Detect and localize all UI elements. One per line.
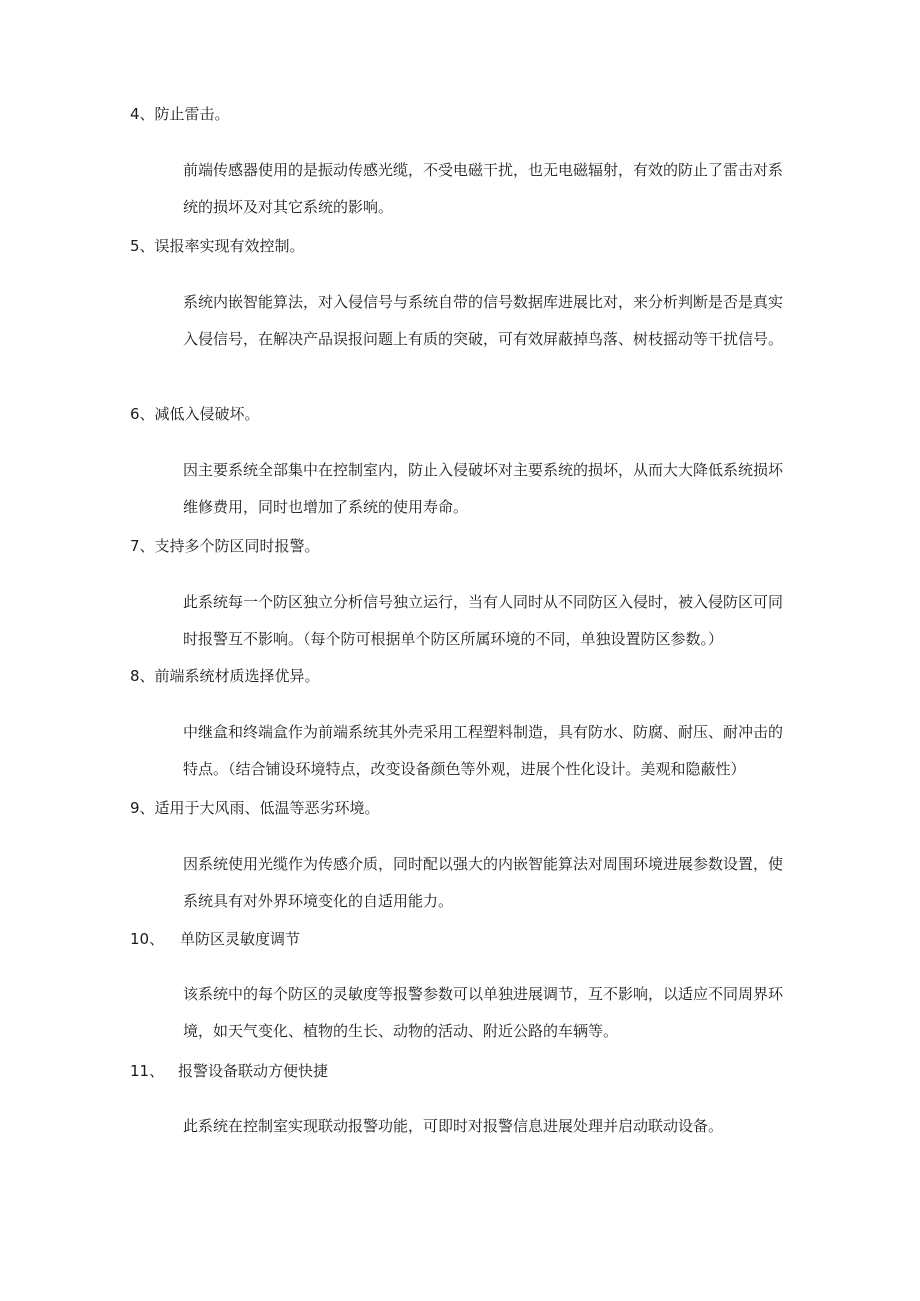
section-number: 7、 [130, 537, 155, 555]
section-title: 减低入侵破坏。 [154, 405, 260, 423]
section-number: 8、 [130, 667, 155, 685]
section-body-5: 系统内嵌智能算法，对入侵信号与系统自带的信号数据库进展比对，来分析判断是否是真实入侵信号，在解决产品误报问题上有质的突破，可有效屏蔽掉鸟落、树枝摇动等干扰信号。 [183, 293, 784, 348]
section-number: 9、 [130, 799, 155, 817]
section-title: 单防区灵敏度调节 [180, 930, 301, 948]
section-title: 报警设备联动方便快捷 [178, 1062, 329, 1080]
section-heading-10 [130, 929, 300, 949]
section-body-4: 前端传感器使用的是振动传感光缆，不受电磁干扰，也无电磁辐射，有效的防止了雷击对系统的损坏及对其它系统的影响。 [183, 161, 784, 216]
section-number: 6、 [130, 405, 155, 423]
section-number: 11、 [130, 1062, 165, 1080]
section-number: 10、 [130, 930, 165, 948]
section-number: 5、 [130, 237, 155, 255]
section-title: 适用于大风雨、低温等恶劣环境。 [154, 799, 380, 817]
section-title: 误报率实现有效控制。 [154, 237, 305, 255]
section-heading-8 [130, 666, 320, 686]
section-title: 支持多个防区同时报警。 [154, 537, 320, 555]
section-body-7: 此系统每一个防区独立分析信号独立运行，当有人同时从不同防区入侵时，被入侵防区可同时报警互不影响。（每个防可根据单个防区所属环境的不同，单独设置防区参数。） [183, 593, 784, 648]
section-body-9: 因系统使用光缆作为传感介质，同时配以强大的内嵌智能算法对周围环境进展参数设置，使系统具有对外界环境变化的自适用能力。 [183, 855, 784, 910]
section-body-8: 中继盒和终端盒作为前端系统其外壳采用工程塑料制造，具有防水、防腐、耐压、耐冲击的特点。（结合铺设环境特点，改变设备颜色等外观，进展个性化设计。美观和隐蔽性） [183, 723, 784, 778]
section-title: 前端系统材质选择优异。 [154, 667, 320, 685]
section-heading-6 [130, 404, 260, 424]
section-heading-9 [130, 798, 380, 818]
section-heading-5 [130, 236, 305, 256]
section-heading-4 [130, 104, 230, 124]
section-title: 防止雷击。 [154, 105, 230, 123]
section-body-11: 此系统在控制室实现联动报警功能，可即时对报警信息进展处理并启动联动设备。 [183, 1117, 724, 1135]
section-heading-7 [130, 536, 320, 556]
section-number: 4、 [130, 105, 155, 123]
section-body-10: 该系统中的每个防区的灵敏度等报警参数可以单独进展调节，互不影响，以适应不同周界环境，如天气变化、植物的生长、动物的活动、附近公路的车辆等。 [183, 985, 784, 1040]
section-heading-11 [130, 1061, 328, 1081]
section-body-6: 因主要系统全部集中在控制室内，防止入侵破坏对主要系统的损坏，从而大大降低系统损坏维修费用，同时也增加了系统的使用寿命。 [183, 461, 784, 516]
